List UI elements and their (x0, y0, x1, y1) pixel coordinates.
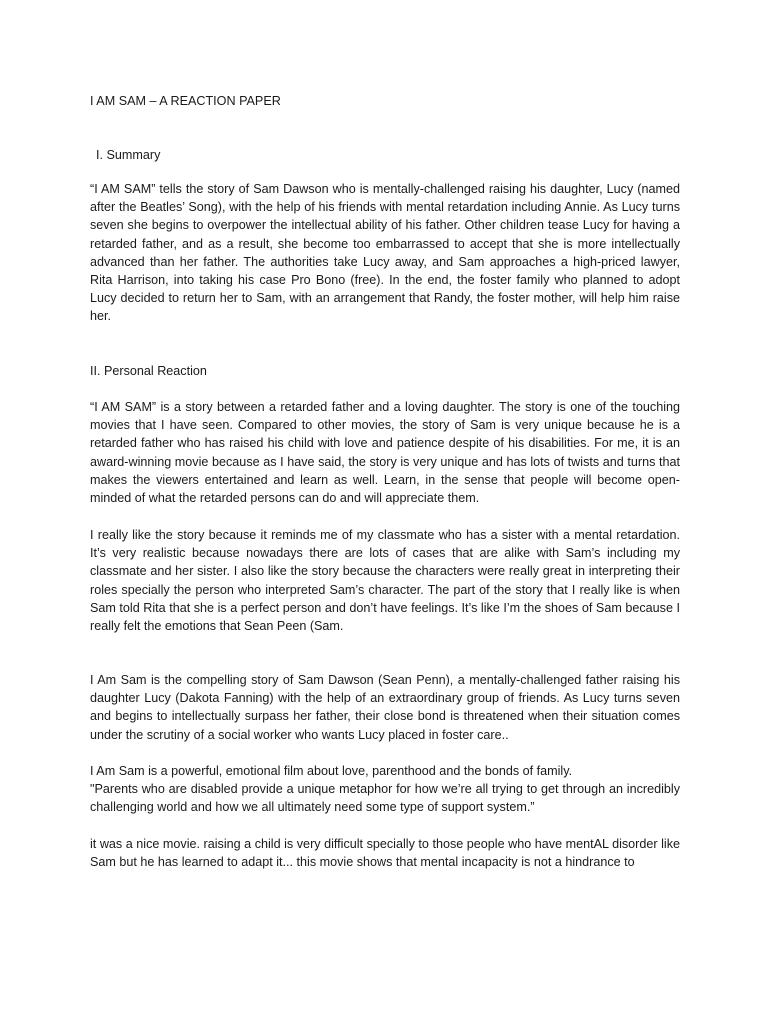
paragraph-4-quote: "Parents who are disabled provide a unique metaphor for how we’re all trying to get through an incredibly challenging world and how we all ultimately need some type of support system.” (90, 782, 680, 815)
reaction-paragraph-1: “I AM SAM” is a story between a retarded father and a loving daughter. The story is one of the touching movies that I have seen. Compared to other movies, the story of Sam is very unique because he is a retarded father who has raised his child with love and patience despite of his disabilities. For me, it is an award-winning movie because as I have said, the story is very unique and has lots of twists and turns that makes the viewers entertained and learn as well. Learn, in the sense that people will become open-minded of what the retarded persons can do and will appreciate them. (90, 400, 680, 506)
section-heading-summary: I. Summary (96, 148, 161, 162)
section-heading-personal-reaction: II. Personal Reaction (90, 364, 207, 378)
reaction-paragraph-2: I really like the story because it reminds me of my classmate who has a sister with a mental retardation. It’s very realistic because nowadays there are lots of cases that are alike with Sam’s including my classmate and her sister. I also like the story because the characters were really great in interpreting their roles specially the person who interpreted Sam’s character. The part of the story that I really like is when Sam told Rita that she is a perfect person and don’t have feelings. It’s like I’m the shoes of Sam because I really felt the emotions that Sean Peen (Sam. (90, 528, 680, 634)
summary-paragraph: “I AM SAM” tells the story of Sam Dawson who is mentally-challenged raising his daughter, Lucy (named after the Beatles’ Song), with the help of his friends with mental retardation including Annie. As Lucy turns seven she begins to overpower the intellectual ability of his father. Other children tease Lucy for having a retarded father, and as a result, she become too embarrassed to accept that she is more intellectually advanced than her father. The authorities take Lucy away, and Sam approaches a high-priced lawyer, Rita Harrison, into taking his case Pro Bono (free). In the end, the foster family who planned to adopt Lucy decided to return her to Sam, with an arrangement that Randy, the foster mother, will help him raise her. (90, 182, 680, 324)
paragraph-5: it was a nice movie. raising a child is very difficult specially to those people who have mentAL disorder like Sam but he has learned to adapt it... this movie shows that mental incapacity is not a hindrance to (90, 837, 680, 870)
document-title: I AM SAM – A REACTION PAPER (90, 94, 281, 108)
paragraph-4-line: I Am Sam is a powerful, emotional film about love, parenthood and the bonds of family. (90, 764, 573, 778)
paragraph-3: I Am Sam is the compelling story of Sam Dawson (Sean Penn), a mentally-challenged father raising his daughter Lucy (Dakota Fanning) with the help of an extraordinary group of friends. As Lucy turns seven and begins to intellectually surpass her father, their close bond is threatened when their situation comes under the scrutiny of a social worker who wants Lucy placed in foster care.. (90, 673, 680, 742)
